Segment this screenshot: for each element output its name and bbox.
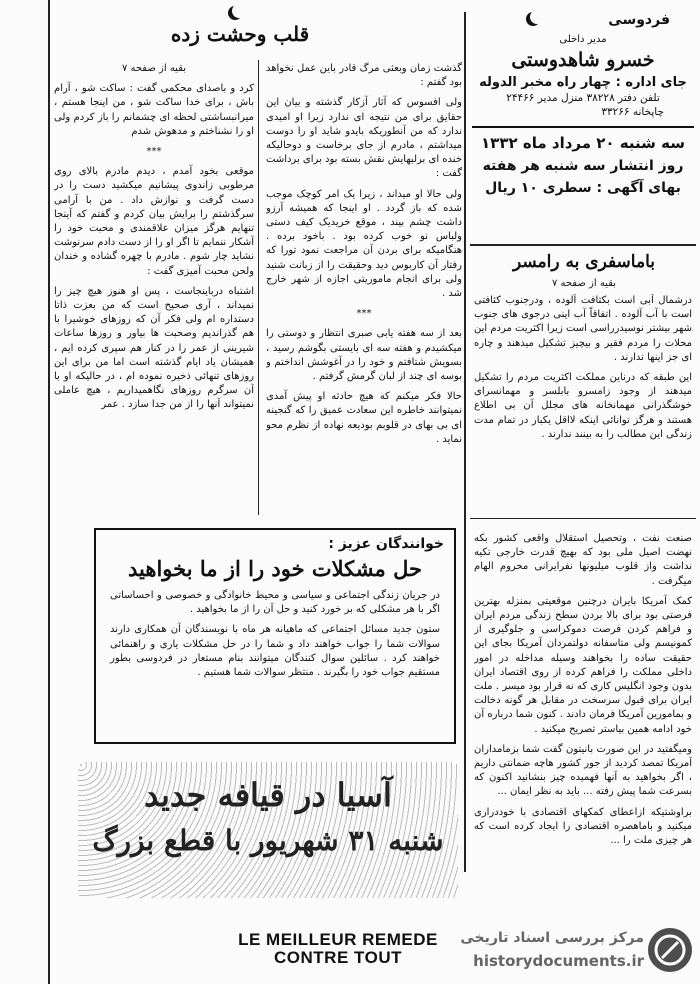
paragraph: اشتباه درباینجاست ، پس او هنوز هیچ چیز را نمیداند ، آری صحیح است که من بعزت ذاتا دستداره ام ولی فکر آن که روزهای خوشیرا با هم گذراندیم وصحبت ها بیاور و روزها ساعات شیرینی از عمر را در کنار هم سپری کرده ایم ، همیشان یاد ایام گذشته است اما من برای این روزهای تنهائی ذخیره نموده ام ، در حالیکه او با آن سرگرم روزهای نگاهمیداریم ، هیچ عاملی نمیتواند آنها را از من جدا سازد . عمر (54, 285, 254, 411)
watermark-text-fa: مرکز بررسی اسناد تاریخی (460, 930, 644, 946)
french-ad (218, 930, 458, 968)
paragraph: این طبقه که درناین مملکت اکثریت مردم را تشکیل میدهند از وجود زامسرو بابلسر و مهمانسرای خوشگذرانی مهمانخانه های مجلل آن بی اطلاع هستند و هرگز توانائی اینکه لااقل یکبار در تمام مدت زندگی این مطالب را به بینند ندارند . (474, 372, 692, 440)
paragraph: ومیگفتید در این صورت بانیتون گفت شما بزمامداران آمریکا تمصد کردید از جور کشور هاچه ضمانتی داریم ، اگر بخواهید به آنها فهمیده چیز بنشانید اکنون که بسرعت شما پیش رفته ... باید به نظر ایمان ... (474, 743, 692, 798)
masthead-divider (472, 126, 694, 128)
section-separator: *** (356, 308, 372, 320)
archive-watermark (440, 924, 696, 980)
paragraph: ولی افسوس که آثار آزکار گذشته و بیان این حقایق برای من نتیجه ای ندارد زیرا او امیدی ندارد که من آنطوریکه بایدو شاید او را دوست میداشتم ، مادرم از جای برخاست و دوحالیکه خنده ای برلبهایش نقش بسته بود برای برداشت گفت : (266, 97, 462, 180)
paragraph: ولی حالا او میداند ، زیرا یک امر کوچک موجب شده که باز گردد . او اینجا که همیشه آرزو داشت چشم بیند ، موقع خریدیک کیف دستی ولباس نو خوب کرده بود . باخود برده . هنگامیکه برای بردن آن مراجعت نمود تورا که رفتار آن کاربوس دید وحقیقت را از زبانت شنید ولی برای انجام ماموریتی اجازه از شهر خارج شد . (266, 188, 462, 300)
reader-problems-ad (94, 528, 456, 744)
publication-day: روز انتشار سه شنبه هر هفته (482, 158, 684, 174)
asia-magazine-ad (78, 762, 458, 898)
paragraph: کرد و باصدای محکمی گفت : ساکت شو ، آرام باش ، برای خدا ساکت شو ، من اینجا هستم ، میرانبساشتی لحظه ای چشمانم را باز کردم ولی او را نشناختم و مدهوش شدم (54, 83, 254, 137)
crescent-ornament-left (232, 4, 246, 18)
paragraph: کمک آمریکا بایران درچنین موقعیتی بمنزله بهترین فرصتی بود برای بالا بردن سطح زندگی مردم ایران و فراهم کردن فرصت دموکراسی و جلوگیری از کمونیسم ولی متاسفانه دولتمردان آمریکا بجای این حقیقت ساده را بخواهند وسیله مداخله در امور داخلی مملکت را فراهم کرده از روی اقتصاد ایران بدون وجود انگلیس کاری که نه قرار بود میسر . ملت ایران برای قبول سرسخت در مقابل هر گونه دخالت و بمامورین آمریکا فرمان دادند . کنون شما درباره آن خود ادامه همین بیاستر تصریح میکنید . (474, 595, 692, 735)
french-ad-line2: CONTRE TOUT (274, 948, 402, 967)
paragraph: موقعی بخود آمدم ، دیدم مادرم بالای روی مرطوبی زاندوی پیشانیم میکشید دست را در دست گرفت و نوازش داد . من با آرامی سرگذشتم را برایش بیان کردم و گفتم که آینجا تنهایم هرگز میزان علاقمندی و محبت خود را آشکار ننمایم تا اگر او را از دست دادم سرنوشت نشاید چار شوم . مادرم با چهره گشاده و خندان ولحن محبت آمیزی گفت : (54, 166, 254, 277)
right-story-title: باماسفری به رامسر (513, 252, 655, 272)
director-label: مدیر داخلی (559, 34, 607, 45)
archive-logo-icon (648, 928, 692, 972)
phone-numbers: تلفن دفتر ۳۸۲۲۸ منزل مدیر ۲۴۴۶۶ (506, 92, 660, 104)
paragraph: براوشتیکه ازاعطای کمکهای اقتصادی با خوددراری میکنید و باماهصره اقتصادی را ایجاد کرده است که هر چیزی ملت را ... (474, 806, 692, 847)
paragraph: حالا فکر میکنم که هیچ حادثه او پیش آمدی نمیتوانند خاطره این سعادت عمیق را که گنجینه ای بی بهای در قلوبم بودیعه نهاده از نظرم محو نماید . (266, 391, 462, 445)
paragraph: ستون جدید مسائل اجتماعی که ماهیانه هر ماه با نویسندگان آن همکاری دارند سوالات شما را جواب خواهند داد و شما را در حل مشکلات یاری و راهنمائی خواهند کرد . سائلین سوال کنندگان میتوانند بنام مستعار در فردوسی بطور مستقیم جواب خود را بگیرند . منتظر سوالات شما هستیم . (110, 624, 440, 679)
left-story-title: قلب وحشت زده (170, 22, 310, 46)
masthead-name: فردوسی (608, 12, 670, 28)
watermark-url: historydocuments.ir (473, 952, 644, 970)
issue-date: سه شنبه ۲۰ مرداد ماه ۱۳۳۲ (481, 134, 685, 152)
ad-body (96, 581, 454, 680)
printing-house: چاپخانه ۳۳۲۶۶ (601, 106, 664, 118)
ad-price: بهای آگهی : سطری ۱۰ ریال (485, 180, 681, 196)
ad-greeting: خوانندگان عزیز : (328, 536, 444, 552)
ad-headline: حل مشکلات خود را از ما بخواهید (128, 556, 422, 581)
director-name: خسرو شاهدوستی (511, 49, 655, 71)
paragraph: بعد از سه هفته یابی صبری انتظار و دوستی را میکشیدم و هفته سه ای بایستی بگوشم رسید ، بسویش شتافتم و خود را در آغوشش انداختم و بوسه ای چند از لبان گرمش گرفتم . (266, 328, 462, 383)
paragraph: صنعت نفت ، وتحصیل استقلال واقعی کشور بکه نهضت اصیل ملی بود که بهیچ قدرت خارجی تکیه نداشت واز قلوب میلیونها نفرایرانی محروم الهام میگرفت . (474, 533, 692, 587)
masthead (472, 12, 694, 242)
right-story-body (474, 294, 692, 514)
continuation-note: بقيه از صفحه ۷ (121, 63, 187, 74)
masthead-bottom-rule (470, 244, 696, 246)
page-edge-left (48, 0, 50, 984)
asia-ad-line2: شنبه ۳۱ شهریور با قطع بزرگ (92, 824, 444, 857)
left-story-col-left (54, 62, 254, 517)
section-separator: *** (146, 146, 162, 158)
right-story-bottom-rule (470, 518, 696, 519)
french-ad-line1: LE MEILLEUR REMEDE (238, 930, 438, 949)
paragraph: گذشت زمان وبعثی مرگ قادر باین عمل نخواهد بود گفتم : (266, 63, 462, 89)
column-divider-left (258, 60, 259, 515)
asia-ad-line1: آسیا در قیافه جدید (144, 776, 392, 814)
left-story-col-right (266, 62, 462, 517)
paragraph: در جریان زندگی اجتماعی و سیاسی و محیط خانوادگی و خصوصی و احساساتی اگر با هر مشکلی که بر خورد کنید و حل آن را از ما بخواهید . (110, 590, 440, 616)
right-column-lower (474, 532, 692, 972)
paragraph: درشمال آبی است بکثافت آلوده ، ودرجنوب کثافتی است با آب آلوده . اتفاقاً آب اینی درجوی های جنوب شهر بیشتر نوسیدرراسی است زیرا اکثریت مردم این محلات را مردم فقیر و بیچیز تشکیل میدهند و چاره ای جز اینها ندارند . (474, 295, 692, 363)
column-divider-main (464, 12, 466, 872)
office-address: جای اداره : چهار راه مخبر الدوله (479, 75, 687, 90)
right-story-note: بقیه از صفحه ۷ (551, 278, 617, 289)
